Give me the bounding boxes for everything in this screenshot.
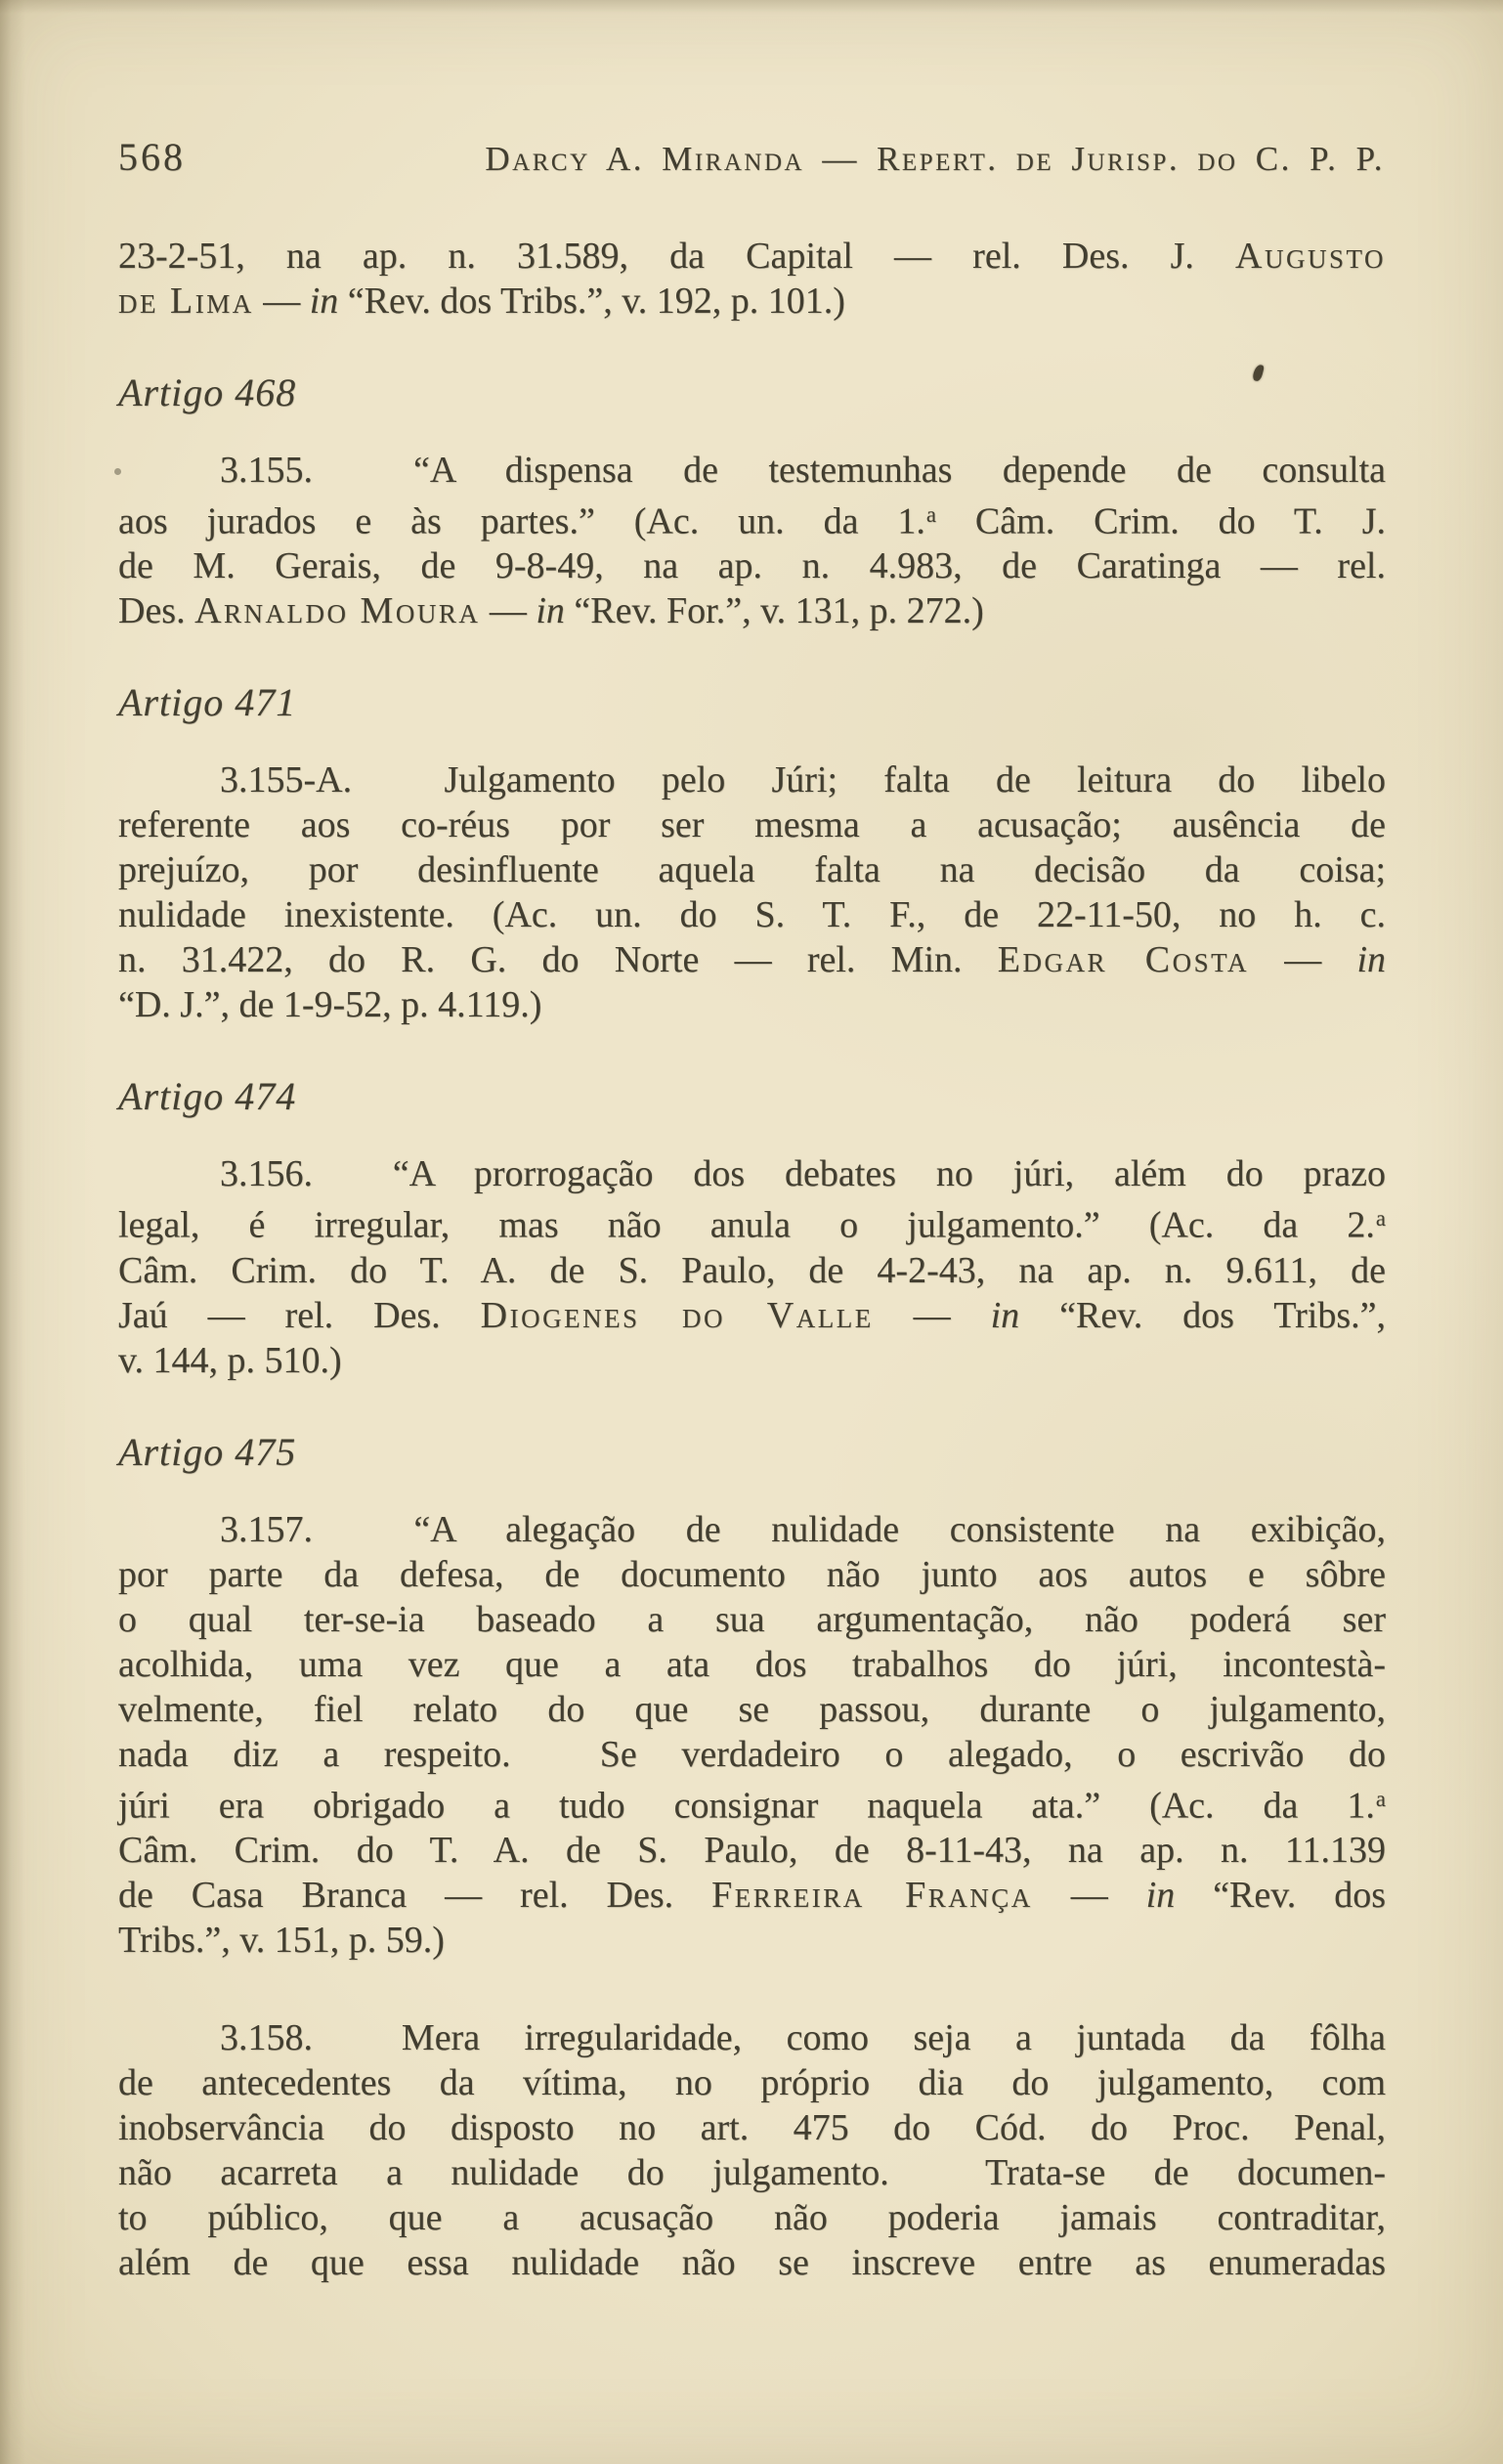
text-line: Jaú — rel. Des. Diogenes do Valle — in “Rev. dos Tribs.”,	[118, 1294, 1386, 1336]
text-line: Des. Arnaldo Moura — in “Rev. For.”, v. 131, p. 272.)	[118, 590, 984, 632]
page-number: 568	[118, 135, 186, 179]
text-line: inobservância do disposto no art. 475 do Cód. do Proc. Penal,	[118, 2107, 1386, 2149]
text-line: além de que essa nulidade não se inscreve entre as enumeradas	[118, 2242, 1386, 2284]
text-line: v. 144, p. 510.)	[118, 1339, 342, 1381]
article-heading: Artigo 474	[118, 1074, 297, 1119]
text-line: 3.156. “A prorrogação dos debates no júri, além do prazo	[220, 1153, 1386, 1195]
running-head	[0, 0, 1503, 182]
paragraph	[118, 2015, 1386, 2285]
text-line: de Lima — in “Rev. dos Tribs.”, v. 192, p. 101.)	[118, 281, 845, 322]
text-line: 3.157. “A alegação de nulidade consistente na exibição,	[220, 1508, 1386, 1550]
text-line: velmente, fiel relato do que se passou, durante o julgamento,	[118, 1688, 1386, 1730]
paragraph	[118, 234, 1386, 324]
running-title: Darcy A. Miranda — Repert. de Jurisp. do C. P. P.	[485, 140, 1385, 178]
text-line: aos jurados e às partes.” (Ac. un. da 1.$^a$ Câm. Crim. do T. J.	[118, 500, 1386, 542]
paragraph	[118, 1151, 1386, 1382]
text-line: não acarreta a nulidade do julgamento. Trata-se de documen-	[118, 2152, 1386, 2194]
paragraph	[118, 757, 1386, 1027]
page-body	[0, 234, 1503, 2285]
paragraph	[118, 448, 1386, 633]
text-line: o qual ter-se-ia baseado a sua argumentação, não poderá ser	[118, 1598, 1386, 1640]
article-heading: Artigo 475	[118, 1429, 297, 1474]
text-line: acolhida, uma vez que a ata dos trabalhos do júri, incontestà-	[118, 1643, 1386, 1685]
text-line: nulidade inexistente. (Ac. un. do S. T. F., de 22-11-50, no h. c.	[118, 894, 1386, 936]
text-line: “D. J.”, de 1-9-52, p. 4.119.)	[118, 984, 542, 1026]
text-line: de antecedentes da vítima, no próprio dia do julgamento, com	[118, 2062, 1386, 2104]
text-line: de Casa Branca — rel. Des. Ferreira França — in “Rev. dos	[118, 1875, 1386, 1917]
text-line: nada diz a respeito. Se verdadeiro o alegado, o escrivão do	[118, 1733, 1386, 1775]
text-line: Câm. Crim. do T. A. de S. Paulo, de 4-2-43, na ap. n. 9.611, de	[118, 1249, 1386, 1291]
text-line: 3.155. “A dispensa de testemunhas depende de consulta	[220, 450, 1386, 491]
text-line: to público, que a acusação não poderia jamais contraditar,	[118, 2197, 1386, 2239]
text-line: 3.158. Mera irregularidade, como seja a juntada da fôlha	[220, 2017, 1386, 2059]
text-line: de M. Gerais, de 9-8-49, na ap. n. 4.983, de Caratinga — rel.	[118, 545, 1386, 587]
text-line: 23-2-51, na ap. n. 31.589, da Capital — rel. Des. J. Augusto	[118, 236, 1386, 277]
text-line: Câm. Crim. do T. A. de S. Paulo, de 8-11-43, na ap. n. 11.139	[118, 1830, 1386, 1872]
text-line: legal, é irregular, mas não anula o julgamento.” (Ac. da 2.$^a$	[118, 1204, 1386, 1246]
text-line: Tribs.”, v. 151, p. 59.)	[118, 1920, 445, 1962]
article-heading: Artigo 471	[118, 680, 297, 725]
text-line: 3.155-A. Julgamento pelo Júri; falta de leitura do libelo	[220, 759, 1386, 801]
text-line: prejuízo, por desinfluente aquela falta na decisão da coisa;	[118, 849, 1386, 891]
article-heading: Artigo 468	[118, 370, 297, 414]
text-line: por parte da defesa, de documento não junto aos autos e sôbre	[118, 1553, 1386, 1595]
text-line: júri era obrigado a tudo consignar naquela ata.” (Ac. da 1.$^a$	[118, 1785, 1386, 1827]
paragraph	[118, 1507, 1386, 1963]
text-line: n. 31.422, do R. G. do Norte — rel. Min. Edgar Costa — in	[118, 939, 1387, 981]
text-line: referente aos co-réus por ser mesma a acusação; ausência de	[118, 804, 1386, 846]
